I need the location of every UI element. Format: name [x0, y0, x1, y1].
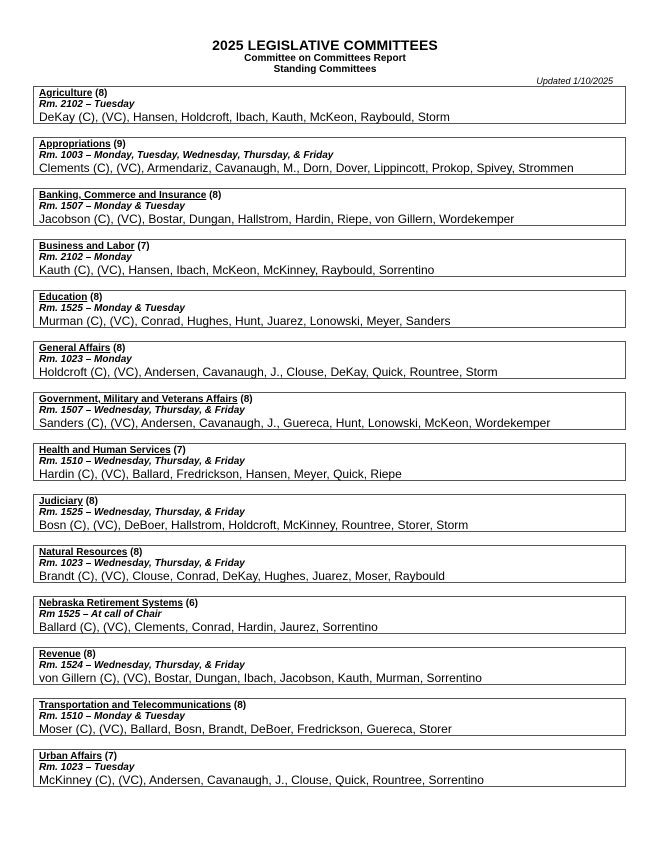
- committee-members: Clements (C), (VC), Armendariz, Cavanaugh, M., Dorn, Dover, Lippincott, Prokop, Spivey, Strommen: [39, 161, 574, 175]
- committee-box: [33, 188, 626, 226]
- page-subtitle-standing: Standing Committees: [273, 64, 377, 75]
- committee-count: (8): [83, 649, 96, 660]
- committee-box: [33, 596, 626, 634]
- committee-room: Rm. 1023 – Monday: [39, 354, 132, 365]
- committee-box: [33, 545, 626, 583]
- committee-count: (7): [104, 751, 117, 762]
- committee-members: Sanders (C), (VC), Andersen, Cavanaugh, J., Guereca, Hunt, Lonowski, McKeon, Wordekemper: [39, 416, 551, 430]
- committee-count: (8): [90, 292, 103, 303]
- committee-box: [33, 341, 626, 379]
- page-title: 2025 LEGISLATIVE COMMITTEES: [212, 37, 438, 53]
- committee-count: (8): [209, 190, 222, 201]
- committee-count: (8): [113, 343, 126, 354]
- committee-members: DeKay (C), (VC), Hansen, Holdcroft, Ibach, Kauth, McKeon, Raybould, Storm: [39, 110, 450, 124]
- committee-name: Revenue: [39, 649, 81, 660]
- committee-name: Appropriations: [39, 139, 111, 150]
- committee-count: (8): [240, 394, 253, 405]
- committee-box: [33, 749, 626, 787]
- committee-name: Business and Labor: [39, 241, 135, 252]
- document-header: [0, 38, 650, 75]
- committee-name: Agriculture: [39, 88, 93, 99]
- committee-name: Banking, Commerce and Insurance: [39, 190, 207, 201]
- committee-room: Rm. 1507 – Wednesday, Thursday, & Friday: [39, 405, 245, 416]
- committee-name: Government, Military and Veterans Affairs: [39, 394, 238, 405]
- committee-name: Health and Human Services: [39, 445, 171, 456]
- committee-name: Judiciary: [39, 496, 83, 507]
- committee-name: Education: [39, 292, 88, 303]
- committee-count: (6): [185, 598, 198, 609]
- committee-room: Rm. 1507 – Monday & Tuesday: [39, 201, 185, 212]
- committee-count: (9): [113, 139, 126, 150]
- committee-count: (8): [85, 496, 98, 507]
- committee-members: von Gillern (C), (VC), Bostar, Dungan, Ibach, Jacobson, Kauth, Murman, Sorrentino: [39, 671, 482, 685]
- committee-box: [33, 443, 626, 481]
- committee-members: Brandt (C), (VC), Clouse, Conrad, DeKay, Hughes, Juarez, Moser, Raybould: [39, 569, 445, 583]
- committee-room: Rm. 1510 – Monday & Tuesday: [39, 711, 185, 722]
- committee-count: (8): [233, 700, 247, 711]
- committee-count: (8): [95, 88, 108, 99]
- committee-room: Rm. 1525 – Monday & Tuesday: [39, 303, 185, 314]
- committee-name: Natural Resources: [39, 547, 128, 558]
- committee-room: Rm. 1524 – Wednesday, Thursday, & Friday: [39, 660, 245, 671]
- page-subtitle: Committee on Committees Report: [244, 53, 406, 64]
- committee-members: Hardin (C), (VC), Ballard, Fredrickson, Hansen, Meyer, Quick, Riepe: [39, 467, 402, 481]
- committee-room: Rm. 1510 – Wednesday, Thursday, & Friday: [39, 456, 245, 467]
- committee-room: Rm. 2102 – Tuesday: [39, 99, 135, 110]
- committee-box: [33, 392, 626, 430]
- committee-box: [33, 698, 626, 736]
- committee-members: Kauth (C), (VC), Hansen, Ibach, McKeon, McKinney, Raybould, Sorrentino: [39, 263, 435, 277]
- committee-members: Ballard (C), (VC), Clements, Conrad, Hardin, Jaurez, Sorrentino: [39, 620, 378, 634]
- committee-name: Urban Affairs: [39, 751, 102, 762]
- committee-members: Moser (C), (VC), Ballard, Bosn, Brandt, DeBoer, Fredrickson, Guereca, Storer: [39, 722, 452, 736]
- committee-members: Jacobson (C), (VC), Bostar, Dungan, Hallstrom, Hardin, Riepe, von Gillern, Wordekemper: [39, 212, 515, 226]
- committee-box: [33, 137, 626, 175]
- committee-members: McKinney (C), (VC), Andersen, Cavanaugh, J., Clouse, Quick, Rountree, Sorrentino: [39, 773, 484, 787]
- committee-room: Rm. 1003 – Monday, Tuesday, Wednesday, Thursday, & Friday: [39, 150, 334, 161]
- committee-count: (7): [173, 445, 186, 456]
- committee-room: Rm. 2102 – Monday: [39, 252, 132, 263]
- committee-box: [33, 494, 626, 532]
- committee-members: Holdcroft (C), (VC), Andersen, Cavanaugh, J., Clouse, DeKay, Quick, Rountree, Storm: [39, 365, 498, 379]
- committee-box: [33, 647, 626, 685]
- committee-room: Rm. 1525 – Wednesday, Thursday, & Friday: [39, 507, 245, 518]
- committee-members: Bosn (C), (VC), DeBoer, Hallstrom, Holdcroft, McKinney, Rountree, Storer, Storm: [39, 518, 469, 532]
- committee-count: (7): [137, 241, 150, 252]
- committee-name: Nebraska Retirement Systems: [39, 598, 183, 609]
- committee-box: [33, 290, 626, 328]
- committee-name: General Affairs: [39, 343, 111, 354]
- committee-room: Rm. 1023 – Wednesday, Thursday, & Friday: [39, 558, 245, 569]
- updated-date: Updated 1/10/2025: [536, 76, 613, 86]
- committee-room: Rm 1525 – At call of Chair: [39, 609, 162, 620]
- committee-box: [33, 86, 626, 124]
- committee-room: Rm. 1023 – Tuesday: [39, 762, 135, 773]
- committee-name: Transportation and Telecommunications: [39, 700, 232, 711]
- committee-count: (8): [130, 547, 143, 558]
- committee-members: Murman (C), (VC), Conrad, Hughes, Hunt, Juarez, Lonowski, Meyer, Sanders: [39, 314, 451, 328]
- committee-box: [33, 239, 626, 277]
- committee-list: [33, 86, 626, 800]
